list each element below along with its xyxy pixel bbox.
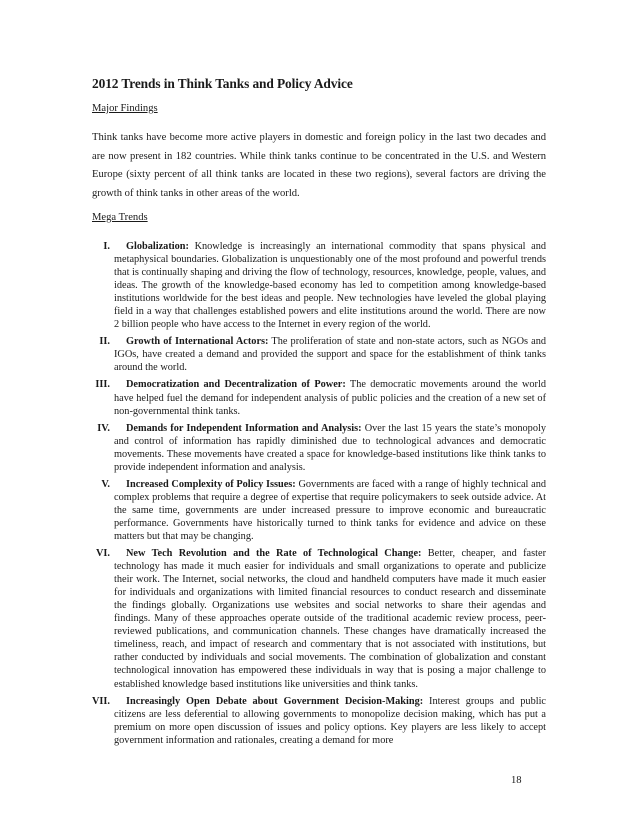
trend-numeral: VII. [91,695,110,707]
trend-item [92,547,546,691]
major-findings-paragraph: Think tanks have become more active players in domestic and foreign policy in the last two decades and are now present in 182 countries. While think tanks continue to be concentrated in the U.S. and Western Europe (sixty percent of all think tanks are located in these two regions), several factors are driving the growth of think tanks in other areas of the world. [92,132,546,199]
trend-heading: Democratization and Decentralization of Power: [126,379,346,391]
trend-item [92,335,546,374]
trend-heading: Increasingly Open Debate about Government Decision-Making: [126,695,424,707]
trend-body: The proliferation of state and non-state actors, such as NGOs and IGOs, have created a demand and provided the support and space for the establishment of think tanks around the world. [114,336,547,374]
trend-body: Better, cheaper, and faster technology has made it much easier for individuals and small organizations to operate and publicize their work. The Internet, social networks, the cloud and handheld computers have made it much easier for individuals and organizations with limited financial resources to conduct research and disseminate the findings globally. Organizations use websites and social networks to share their agendas and findings. Many of these approaches operate outside of the traditional academic review process, peer-reviewed publications, and communication channels. These changes have dramatically increased the timeliness, reach, and impact of research and commentary that is not associated with institutions, but rather conducted by individuals and social movements. The combination of globalization and constant technological innovation has empowered these individuals in way that is posing a major challenge to established knowledge based institutions like universities and think tanks. [114,548,546,690]
trend-heading: Globalization: [126,241,189,252]
trend-heading: Growth of International Actors: [126,336,269,348]
trend-body: Over the last 15 years the state’s monopoly and control of information has rapidly diminished due to technological advances and democratic movements. These movements have created a space for knowledge-based institutions like think tanks to provide independent information and analysis. [114,422,546,473]
trend-item [92,422,546,474]
trend-item [92,240,546,331]
mega-trends-heading: Mega Trends [92,212,148,223]
trend-body: Governments are faced with a range of highly technical and complex problems that require a degree of expertise that require policymakers to seek outside advice. At the same time, governments are under increased pressure to improve economic and bureaucratic performance. Governments have historically turned to think tanks for evidence and advice on these matters but that may be changing. [114,478,546,542]
trend-numeral: V. [101,478,110,490]
trend-numeral: III. [95,379,110,391]
trend-heading: New Tech Revolution and the Rate of Technological Change: [126,548,422,560]
trend-heading: Demands for Independent Information and Analysis: [126,422,362,434]
trend-body: Interest groups and public citizens are less deferential to allowing governments to monopolize decision making, which has put a premium on more open discussion of issues and policy options. Key players are less likely to accept government information and rationales, creating a demand for more [114,695,547,746]
page-number: 18 [511,775,522,786]
trend-item [92,478,546,543]
trend-numeral: IV. [97,422,110,434]
trend-numeral: I. [103,241,110,252]
trend-body: Knowledge is increasingly an international commodity that spans physical and metaphysical boundaries. Globalization is unquestionably one of the most profound and powerful trends that is continually shaping and driving the flow of technology, resources, knowledge, people, values, and ideas. The growth of the knowledge-based economy has led to competition among knowledge-based institutions worldwide for the best ideas and people. New technologies have leveled the global playing field in a way that challenges established powers and elite institutions around the world. There are now 2 billion people who have access to the Internet in every region of the world. [114,241,546,331]
page-title: 2012 Trends in Think Tanks and Policy Advice [92,76,353,91]
trend-item [92,695,546,747]
trend-heading: Increased Complexity of Policy Issues: [126,478,296,490]
trend-numeral: VI. [95,548,110,560]
trend-body: The democratic movements around the world have helped fuel the demand for independent analysis of public policies and the creation of a new set of non-governmental think tanks. [114,379,546,417]
major-findings-heading: Major Findings [92,103,158,114]
mega-trends-list [92,240,546,747]
trend-numeral: II. [99,336,110,348]
trend-item [92,378,546,417]
